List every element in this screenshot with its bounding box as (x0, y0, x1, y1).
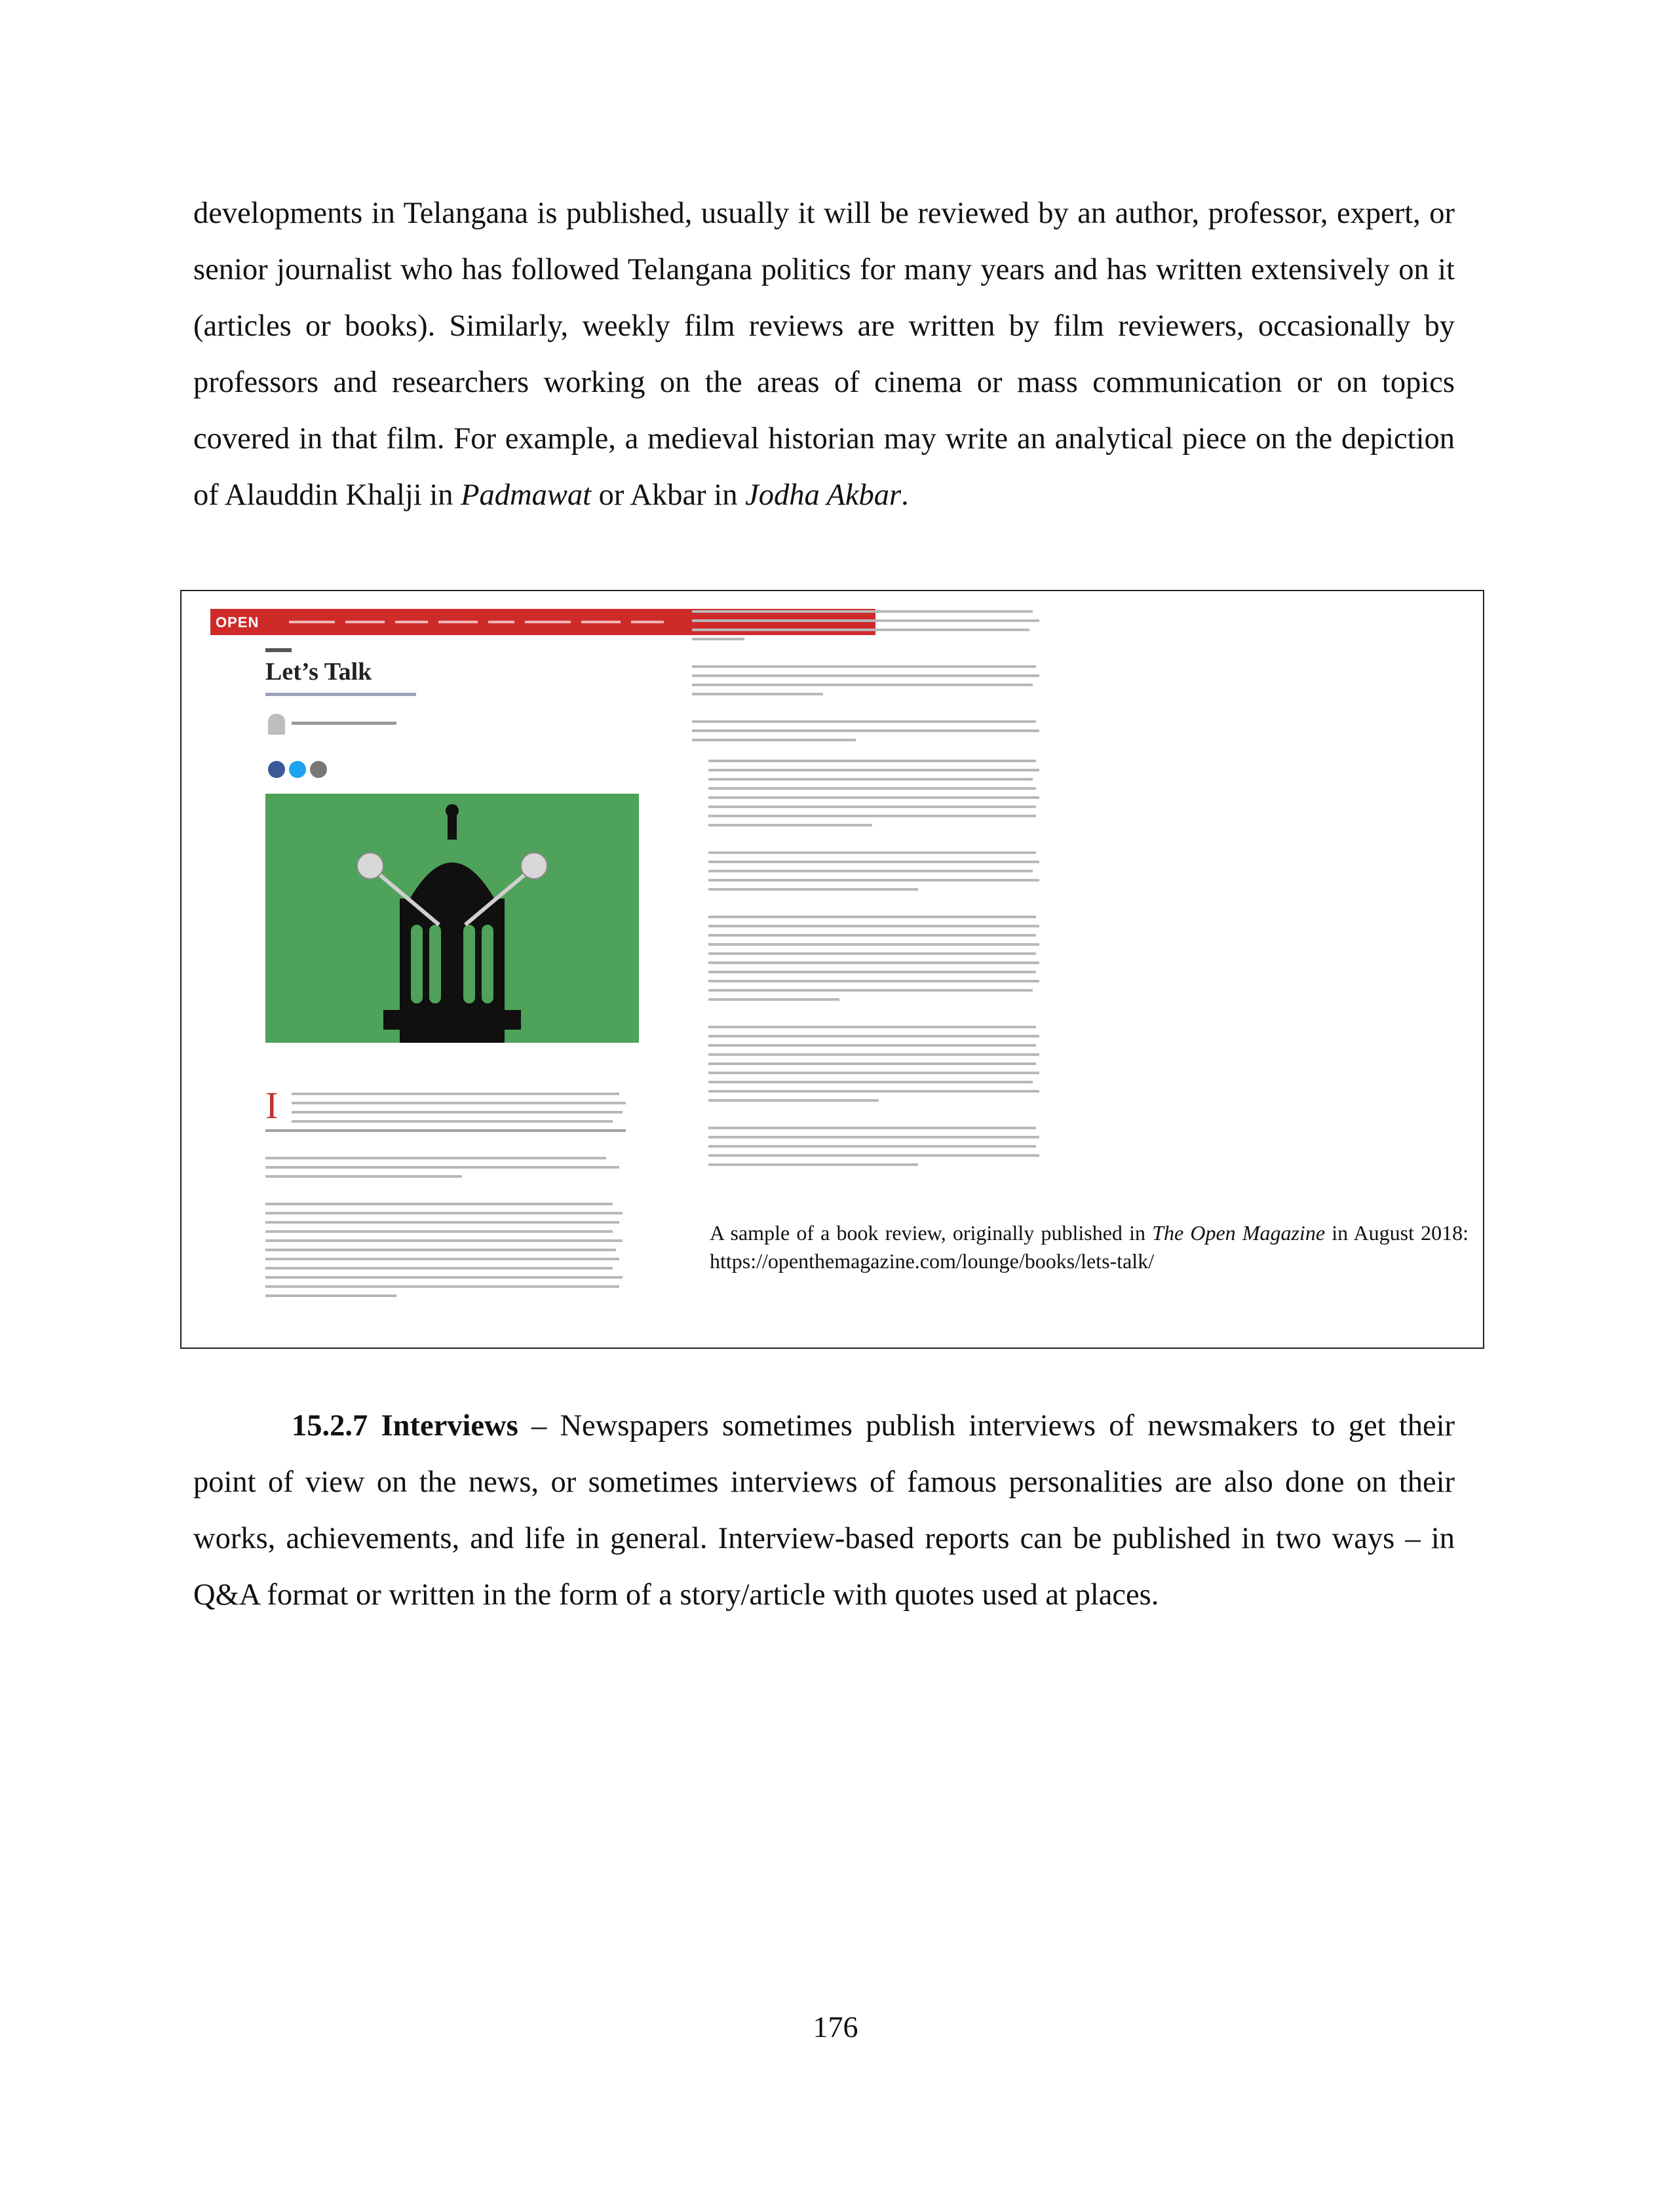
author-avatar (268, 714, 285, 735)
text-line (708, 952, 1036, 955)
text-line (265, 1239, 623, 1242)
magazine-name: The Open Magazine (1152, 1221, 1326, 1245)
paragraph-text: or Akbar in (591, 478, 746, 512)
text-line (265, 1175, 462, 1178)
text-line (265, 1276, 623, 1279)
text-line (708, 1081, 1033, 1083)
nav-item (631, 621, 664, 623)
text-line (692, 638, 744, 640)
text-line (265, 1285, 619, 1288)
text-line (708, 1053, 1039, 1056)
figure-caption (710, 1219, 1469, 1275)
text-line (265, 1230, 613, 1233)
text-line (708, 861, 1039, 863)
paragraph-text: . (901, 478, 909, 512)
text-line (708, 1099, 879, 1102)
film-title-padmawat: Padmawat (461, 478, 592, 512)
caption-text: in August 2018: https://openthemagazine.com/lounge/books/lets-talk/ (710, 1221, 1469, 1273)
twitter-icon (289, 761, 306, 778)
text-line (292, 1120, 613, 1123)
text-line (708, 989, 1033, 992)
section-kicker (265, 648, 292, 652)
mosque-microphones-illustration (265, 794, 639, 1043)
text-line (692, 674, 1039, 677)
text-line (708, 1163, 918, 1166)
text-line (265, 1221, 619, 1224)
caption-text: A sample of a book review, originally published in (710, 1221, 1153, 1245)
nav-item (488, 621, 514, 623)
body-paragraph-reviews (193, 185, 1455, 524)
heading-dash: – (518, 1409, 560, 1443)
text-line (692, 684, 1033, 686)
paragraph-text: Newspapers sometimes publish interviews of newsmakers to get their point of view on the news, or sometimes interviews of famous personalities are also done on their works, achievements, and life in general. Interview-based reports can be published in two ways – in Q&A format or written in the form of a story/article with quotes used at places. (193, 1409, 1455, 1612)
text-line (708, 824, 872, 826)
text-line (265, 1258, 619, 1260)
text-line (708, 796, 1039, 799)
text-line (692, 693, 823, 695)
text-line (708, 851, 1036, 854)
author-byline (292, 722, 396, 725)
text-line (708, 778, 1033, 781)
text-line (692, 629, 1029, 631)
nav-item (345, 621, 385, 623)
nav-item (395, 621, 428, 623)
text-line (708, 870, 1033, 872)
article-strapline (265, 693, 416, 696)
text-line (708, 1035, 1039, 1038)
text-line (692, 729, 1039, 732)
text-line (265, 1212, 623, 1214)
text-line (292, 1111, 623, 1114)
text-line (708, 961, 1039, 964)
facebook-icon (268, 761, 285, 778)
text-line (265, 1157, 606, 1159)
text-line (692, 720, 1036, 723)
text-line (692, 610, 1033, 613)
text-line (708, 769, 1039, 771)
film-title-jodha-akbar: Jodha Akbar (745, 478, 902, 512)
text-line (708, 1136, 1039, 1138)
text-line (708, 787, 1036, 790)
magazine-nav-bar (210, 609, 875, 635)
article-headline: Let’s Talk (265, 658, 372, 686)
text-line (708, 815, 1036, 817)
text-line (692, 739, 856, 741)
magazine-logo: OPEN (216, 614, 259, 631)
text-line (708, 925, 1039, 927)
text-line (708, 1145, 1036, 1148)
text-line (265, 1249, 616, 1251)
body-paragraph-interviews (193, 1398, 1455, 1623)
text-line (692, 619, 1039, 622)
text-line (708, 1127, 1036, 1129)
text-line (708, 980, 1039, 982)
text-line (265, 1294, 396, 1297)
paragraph-text: developments in Telangana is published, usually it will be reviewed by an author, professor, expert, or senior journalist who has followed Telangana politics for many years and has written extensively on it (articles or books). Similarly, weekly film reviews are written by film reviewers, occasionally by professors and researchers working on the areas of cinema or mass communication or on topics covered in that film. For example, a medieval historian may write an analytical piece on the depiction of Alauddin Khalji in (193, 197, 1455, 512)
article-dropcap: I (265, 1084, 278, 1127)
hero-illustration (265, 794, 639, 1043)
text-line (708, 760, 1036, 762)
text-line (292, 1102, 626, 1104)
text-line (708, 1154, 1039, 1157)
text-line (708, 805, 1036, 808)
text-line (708, 916, 1036, 918)
text-line (265, 1203, 613, 1205)
text-line (708, 1044, 1036, 1047)
text-line (708, 1062, 1036, 1065)
email-icon (310, 761, 327, 778)
text-line (692, 665, 1036, 668)
text-line (292, 1093, 619, 1095)
page-number: 176 (813, 2010, 858, 2044)
text-line (265, 1129, 626, 1132)
nav-item (289, 621, 335, 623)
nav-item (525, 621, 571, 623)
text-line (708, 888, 918, 891)
text-line (708, 998, 839, 1001)
text-line (708, 1090, 1039, 1093)
text-line (708, 971, 1036, 973)
text-line (265, 1166, 619, 1169)
text-line (265, 1267, 613, 1270)
text-line (708, 1072, 1039, 1074)
text-line (708, 879, 1039, 882)
nav-item (581, 621, 621, 623)
book-review-figure (180, 590, 1484, 1349)
section-heading: 15.2.7 Interviews (292, 1409, 518, 1443)
text-line (708, 1026, 1036, 1028)
text-line (708, 934, 1036, 937)
text-line (708, 943, 1039, 946)
nav-item (438, 621, 478, 623)
